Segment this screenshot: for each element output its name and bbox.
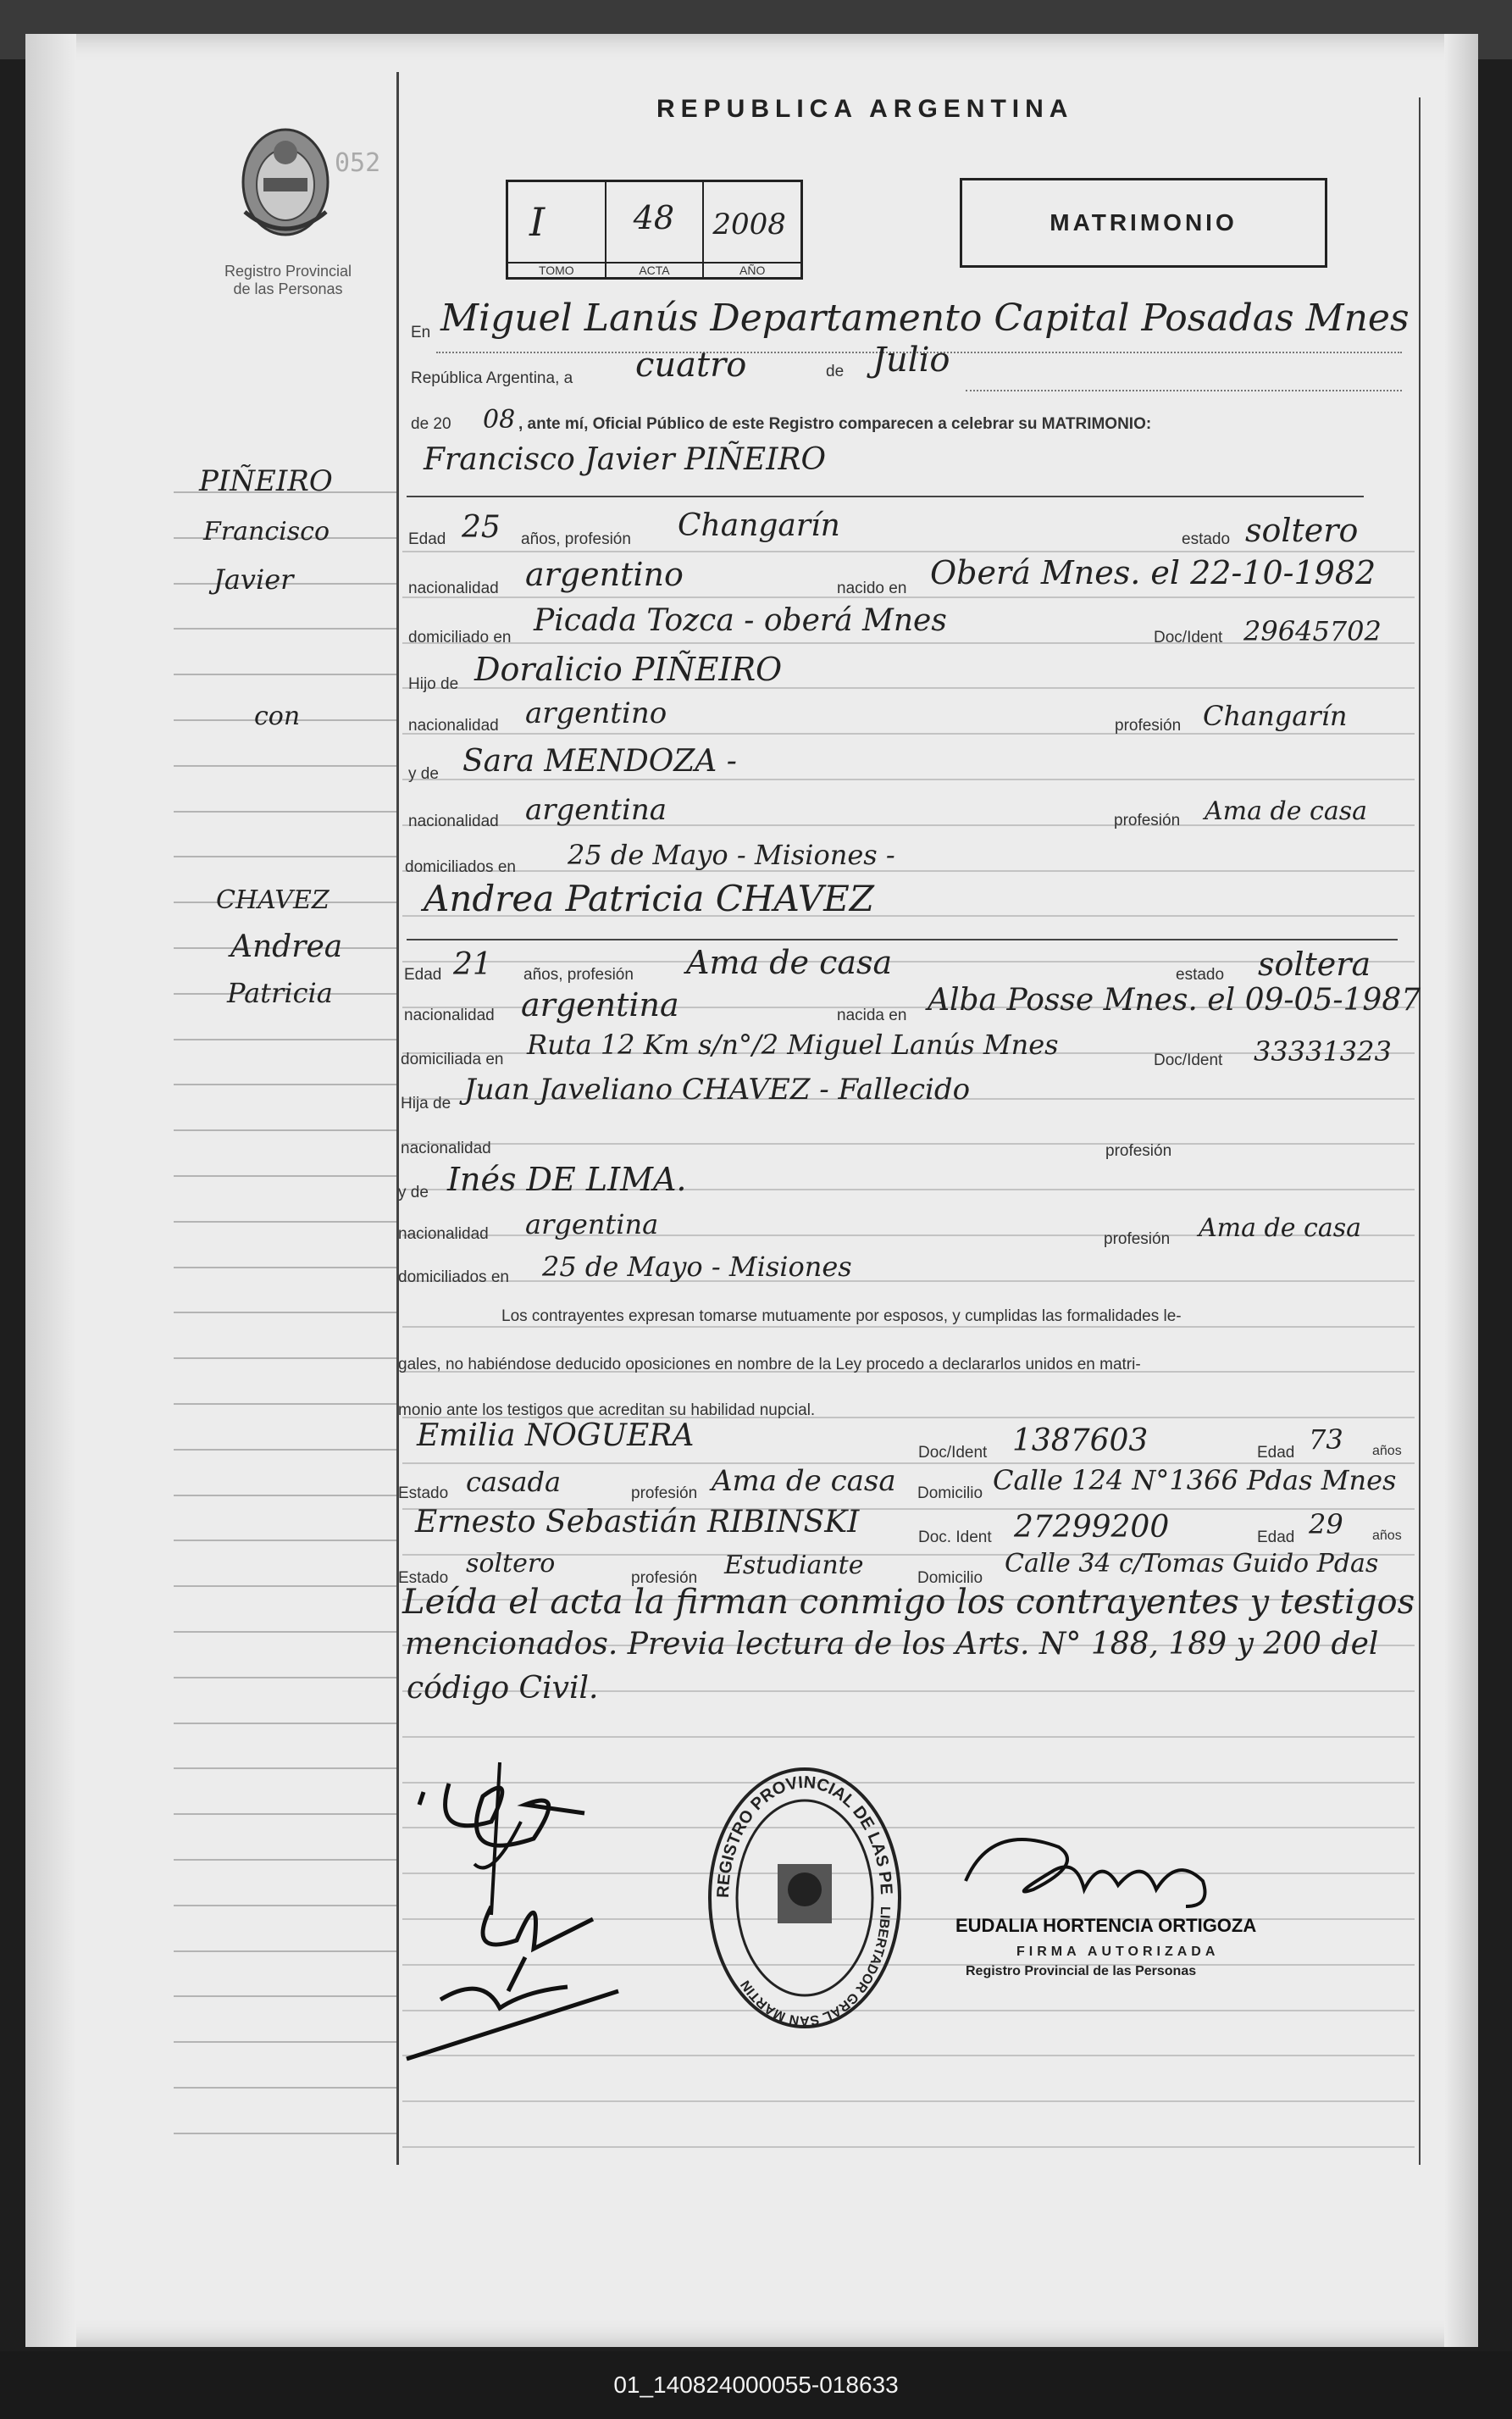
bride-age: 21 [453,947,492,982]
margin-groom-surname: PIÑEIRO [199,464,333,498]
place-value: Miguel Lanús Departamento Capital Posadas Mnes [440,297,1410,340]
margin-rule [174,1950,396,1952]
bride-hija-label: Hija de [401,1095,451,1112]
witness1-profession: Ama de casa [712,1464,896,1498]
groom-profesion-label: años, profesión [521,530,631,548]
margin-groom-first: Francisco [203,517,330,546]
witness2-anos-label: años [1372,1529,1402,1543]
bride-yde-label: y de [398,1184,429,1201]
month-line [966,390,1402,391]
groom-edad-label: Edad [408,530,446,548]
closing-line3: código Civil. [407,1671,599,1706]
margin-bride-first: Andrea [230,929,343,964]
margin-bride-surname: CHAVEZ [216,885,330,915]
bride-father-prof-label: profesión [1105,1142,1172,1160]
groom-dom-label: domiciliado en [408,629,512,646]
body-rule [402,870,1415,872]
groom-mother: Sara MENDOZA - [462,744,737,779]
groom-estado-label: estado [1182,530,1231,548]
margin-rule [174,1585,396,1587]
day-value: cuatro [635,346,747,385]
margin-rule [174,628,396,630]
acta-label: ACTA [606,262,703,277]
official-registry: Registro Provincial de las Personas [966,1964,1197,1978]
witness2-doc: 27299200 [1014,1510,1170,1545]
groom-doc-label: Doc/Ident [1154,629,1223,646]
margin-rule [174,2041,396,2043]
groom-name: Francisco Javier PIÑEIRO [424,442,827,477]
margin-rule [174,1267,396,1268]
groom-nacido-label: nacido en [837,580,907,597]
country-title: REPUBLICA ARGENTINA [656,95,1074,123]
witness1-age: 73 [1309,1423,1343,1456]
intro-text: , ante mí, Oficial Público de este Registro comparecen a celebrar su MATRIMONIO: [518,415,1152,433]
margin-rule [174,1767,396,1769]
groom-father-nat: argentino [525,696,667,730]
witness2-name: Ernesto Sebastián RIBINSKI [415,1505,860,1540]
groom-father-prof: Changarín [1203,700,1348,732]
margin-rule [174,1540,396,1541]
groom-profession: Changarín [678,508,840,543]
margin-rule [174,1175,396,1177]
book-reference-box [506,180,803,280]
margin-rule [174,674,396,675]
seal-ring-bottom: LIBERTADOR GRAL SAN MARTIN [738,1906,893,2028]
witness1-estado-label: Estado [398,1484,449,1502]
witness1-edad-label: Edad [1257,1444,1295,1462]
bride-father-nac-label: nacionalidad [401,1140,491,1157]
witness2-estado-label: Estado [398,1569,449,1587]
witness2-dom-label: Domicilio [917,1569,983,1587]
groom-father-nac-label: nacionalidad [408,717,499,735]
bride-mother-prof-label: profesión [1104,1230,1171,1248]
groom-father-prof-label: profesión [1115,717,1182,735]
body-rule [402,551,1415,552]
margin-rule [174,1449,396,1451]
margin-rule [174,1859,396,1861]
bride-mother: Inés DE LIMA. [447,1161,687,1198]
bride-nac-label: nacionalidad [404,1007,495,1024]
body-rule [402,1326,1415,1328]
body-rule [402,1736,1415,1738]
groom-mother-prof: Ama de casa [1205,796,1367,826]
bride-birth: Alba Posse Mnes. el 09-05-1987 [928,983,1421,1018]
margin-rule [174,1312,396,1313]
margin-rule [174,856,396,857]
bride-profession: Ama de casa [686,944,893,981]
party-signatures [398,1745,627,2084]
margin-rule [174,1357,396,1359]
legal-text-line1: Los contrayentes expresan tomarse mutuamente por esposos, y cumplidas las formalidades le- [501,1307,1182,1325]
margin-con: con [254,702,301,731]
bride-profesion-label: años, profesión [523,966,634,984]
bride-estado: soltera [1258,946,1371,983]
page-fold [25,34,76,2347]
margin-rule [174,1813,396,1815]
margin-rule [174,1084,396,1085]
scan-footer: 01_140824000055-018633 [0,2351,1512,2419]
tomo-label: TOMO [508,262,605,277]
witness1-name: Emilia NOGUERA [417,1418,695,1453]
margin-bride-second: Patricia [227,977,333,1009]
witness2-address: Calle 34 c/Tomas Guido Pdas [1005,1549,1379,1578]
legal-text-line2: gales, no habiéndose deducido oposiciones en nombre de la Ley procedo a declararlos unidos en matri- [398,1356,1141,1373]
margin-rule [174,1905,396,1906]
right-border [1419,97,1421,2165]
body-rule [402,596,1415,598]
ano-label: AÑO [704,262,800,277]
bride-address: Ruta 12 Km s/n°/2 Miguel Lanús Mnes [527,1029,1059,1061]
year-prefix-label: de 20 [411,415,451,433]
body-rule [402,779,1415,780]
witness1-dom-label: Domicilio [917,1484,983,1502]
registry-name-line2: de las Personas [233,280,343,297]
groom-mother-prof-label: profesión [1114,812,1181,829]
bride-mother-nat: argentina [525,1208,659,1240]
body-rule [402,2146,1415,2148]
witness1-doc: 1387603 [1012,1423,1149,1458]
registry-name-line1: Registro Provincial [224,263,352,280]
closing-line2: mencionados. Previa lectura de los Arts. N° 188, 189 y 200 del [405,1627,1379,1662]
bride-edad-label: Edad [404,966,442,984]
margin-rule [174,1631,396,1633]
groom-address: Picada Tozca - oberá Mnes [534,603,947,638]
groom-birth: Oberá Mnes. el 22-10-1982 [930,554,1376,591]
bride-doc: 33331323 [1254,1035,1392,1068]
groom-doc: 29645702 [1243,615,1382,647]
acta-cell [606,182,705,277]
margin-rule [174,765,396,767]
margin-rule [174,1403,396,1405]
closing-line1: Leída el acta la firman conmigo los contrayentes y testigos [402,1583,1415,1622]
margin-rule [174,1039,396,1040]
margin-groom-second: Javier [213,563,294,596]
republica-label: República Argentina, a [411,369,573,387]
bride-father: Juan Javeliano CHAVEZ - Fallecido [464,1073,971,1107]
groom-parents-dom-label: domiciliados en [405,858,516,876]
record-type-box: MATRIMONIO [960,178,1327,268]
witness1-address: Calle 124 N°1366 Pdas Mnes [993,1464,1397,1496]
bride-name-underline [407,939,1398,940]
groom-estado: soltero [1245,512,1359,549]
seal-ring-top: REGISTRO PROVINCIAL DE LAS PE [713,1773,896,1899]
acta-value: 48 [633,199,675,236]
margin-rule [174,1221,396,1223]
witness2-prof-label: profesión [631,1569,698,1587]
bride-nacida-label: nacida en [837,1007,907,1024]
witness2-age: 29 [1309,1508,1343,1540]
margin-rule [174,1677,396,1678]
margin-rule [174,1723,396,1724]
year-suffix-value: 08 [483,405,516,435]
groom-mother-nat: argentina [525,793,667,827]
official-seal [703,1762,906,2033]
bride-mother-nac-label: nacionalidad [398,1225,489,1243]
witness2-edad-label: Edad [1257,1529,1295,1546]
registry-name [203,263,373,298]
ano-value: 2008 [712,208,786,241]
groom-nationality: argentino [525,556,684,593]
bride-dom-label: domiciliada en [401,1051,504,1068]
groom-age: 25 [462,510,501,545]
bride-parents-dom-label: domiciliados en [398,1268,509,1286]
margin-rule [174,2133,396,2134]
margin-rule [174,1129,396,1131]
body-rule [402,733,1415,735]
bride-parents-address: 25 de Mayo - Misiones [542,1251,852,1283]
groom-father: Doralicio PIÑEIRO [474,651,783,688]
bride-doc-label: Doc/Ident [1154,1051,1223,1069]
groom-hijo-label: Hijo de [408,675,459,693]
legal-text-line3: monio ante los testigos que acreditan su habilidad nupcial. [398,1401,816,1419]
groom-nac-label: nacionalidad [408,580,499,597]
groom-mother-nac-label: nacionalidad [408,813,499,830]
bride-name: Andrea Patricia CHAVEZ [424,878,874,919]
en-label: En [411,324,431,341]
witness2-doc-label: Doc. Ident [918,1529,992,1546]
tomo-value: I [529,199,546,245]
witness1-prof-label: profesión [631,1484,698,1502]
witness2-profession: Estudiante [724,1551,864,1580]
stamp-number: 052 [335,148,381,178]
margin-rule [174,2087,396,2089]
tomo-cell [508,182,606,277]
bride-estado-label: estado [1176,966,1225,984]
official-role: FIRMA AUTORIZADA [1016,1945,1220,1959]
witness2-estado: soltero [466,1549,556,1578]
groom-parents-address: 25 de Mayo - Misiones - [568,839,895,871]
de-label: de [826,363,845,380]
body-rule [402,2100,1415,2102]
witness1-anos-label: años [1372,1444,1402,1458]
margin-rule [174,1495,396,1496]
groom-name-underline [407,496,1364,497]
body-rule [402,1143,1415,1145]
witness1-doc-label: Doc/Ident [918,1444,988,1462]
margin-rule [174,811,396,813]
official-name: EUDALIA HORTENCIA ORTIGOZA [955,1915,1257,1936]
page-edge [1444,34,1478,2347]
groom-yde-label: y de [408,765,439,783]
ano-cell [704,182,800,277]
bride-mother-prof: Ama de casa [1199,1213,1361,1243]
margin-rule [174,1995,396,1997]
month-value: Julio [872,341,950,380]
coat-of-arms-icon [233,119,339,246]
witness1-estado: casada [466,1466,562,1498]
bride-nationality: argentina [521,986,679,1024]
